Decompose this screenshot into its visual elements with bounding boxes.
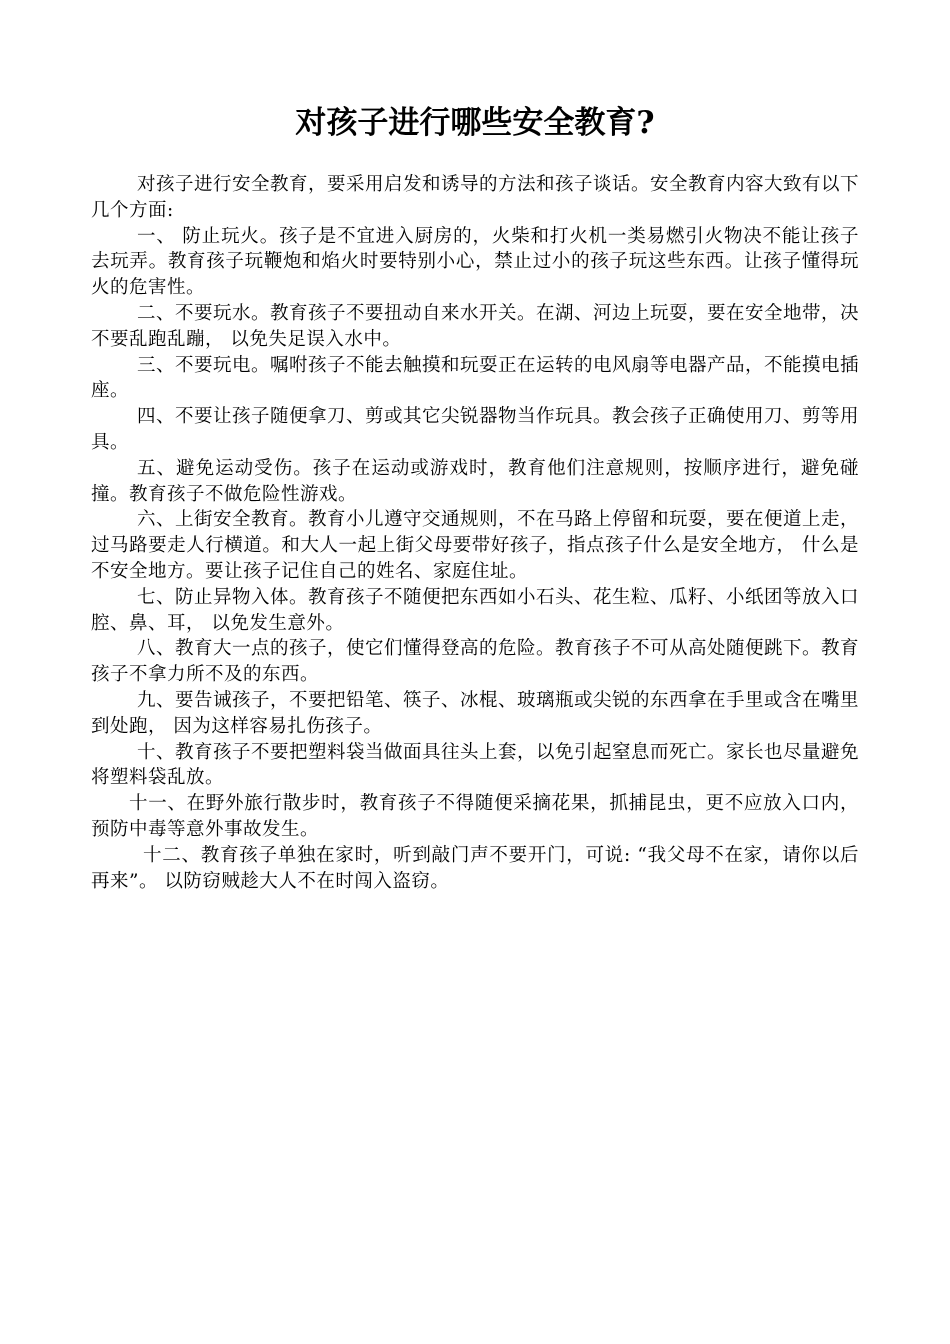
paragraph-10: 十、教育孩子不要把塑料袋当做面具往头上套，以免引起窒息而死亡。家长也尽量避免将塑料袋乱放。 [91, 741, 860, 789]
paragraph-3: 三、不要玩电。嘱咐孩子不能去触摸和玩耍正在运转的电风扇等电器产品，不能摸电插座。 [91, 354, 860, 402]
document-body [91, 172, 859, 894]
paragraph-intro: 对孩子进行安全教育，要采用启发和诱导的方法和孩子谈话。安全教育内容大致有以下几个方面: [91, 174, 860, 221]
paragraph-7: 七、防止异物入体。教育孩子不随便把东西如小石头、花生粒、瓜籽、小纸团等放入口腔、鼻、耳， 以免发生意外。 [91, 586, 860, 634]
paragraph-12: 十二、教育孩子单独在家时，听到敲门声不要开门，可说: “我父母不在家，请你以后再来”。 以防窃贼趁大人不在时闯入盗窃。 [91, 844, 859, 892]
paragraph-2: 二、不要玩水。教育孩子不要扭动自来水开关。在湖、河边上玩耍，要在安全地带，决不要乱跑乱蹦， 以免失足误入水中。 [91, 302, 860, 350]
paragraph-5: 五、避免运动受伤。孩子在运动或游戏时，教育他们注意规则，按顺序进行，避免碰撞。教育孩子不做危险性游戏。 [91, 457, 859, 505]
paragraph-1: 一、 防止玩火。孩子是不宜进入厨房的，火柴和打火机一类易燃引火物决不能让孩子去玩弄。教育孩子玩鞭炮和焰火时要特别小心，禁止过小的孩子玩这些东西。让孩子懂得玩火的危害性。 [91, 225, 859, 299]
paragraph-11: 十一、在野外旅行散步时，教育孩子不得随便采摘花果，抓捕昆虫，更不应放入口内，预防中毒等意外事故发生。 [91, 793, 859, 840]
paragraph-6: 六、上街安全教育。教育小儿遵守交通规则，不在马路上停留和玩耍，要在便道上走，过马路要走人行横道。和大人一起上街父母要带好孩子，指点孩子什么是安全地方， 什么是不安全地方。要让孩子记住自己的姓名、家庭住址。 [91, 509, 860, 582]
document-title: 对孩子进行哪些安全教育? [295, 105, 655, 141]
paragraph-9: 九、要告诫孩子，不要把铅笔、筷子、冰棍、玻璃瓶或尖锐的东西拿在手里或含在嘴里到处跑， 因为这样容易扎伤孩子。 [91, 689, 860, 737]
paragraph-8: 八、教育大一点的孩子，使它们懂得登高的危险。教育孩子不可从高处随便跳下。教育孩子不拿力所不及的东西。 [91, 638, 860, 686]
paragraph-4: 四、不要让孩子随便拿刀、剪或其它尖锐器物当作玩具。教会孩子正确使用刀、剪等用具。 [91, 406, 860, 453]
